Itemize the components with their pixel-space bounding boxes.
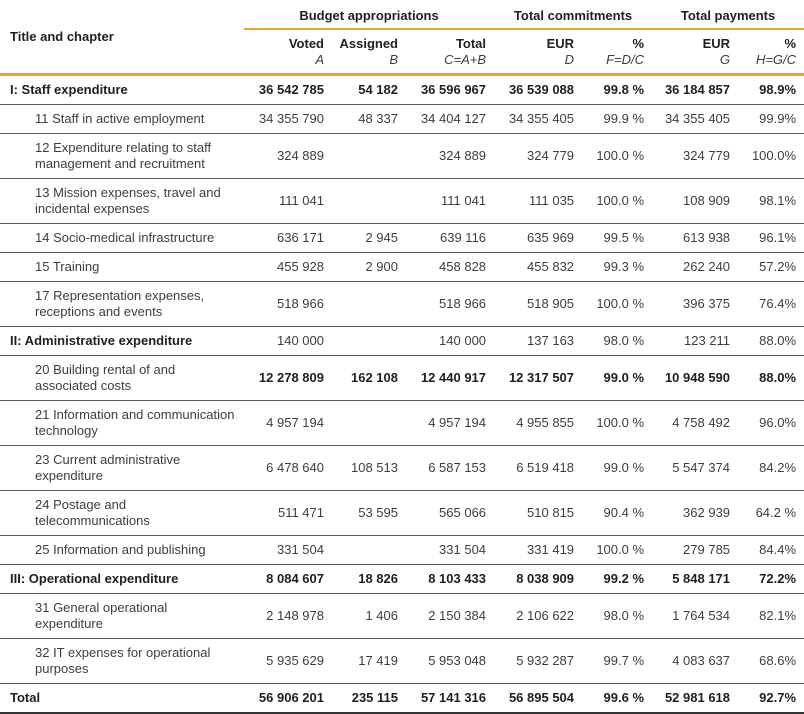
cell-commit-pct: 99.9 % bbox=[582, 105, 652, 134]
cell-commit-eur: 635 969 bbox=[494, 224, 582, 253]
row-label: III: Operational expenditure bbox=[0, 565, 244, 594]
cell-assigned bbox=[332, 282, 406, 327]
cell-total: 518 966 bbox=[406, 282, 494, 327]
row-label: 11 Staff in active employment bbox=[0, 105, 244, 134]
formula-a: A bbox=[244, 52, 332, 75]
cell-assigned bbox=[332, 327, 406, 356]
cell-total: 36 596 967 bbox=[406, 75, 494, 105]
cell-commit-eur: 56 895 504 bbox=[494, 684, 582, 714]
row-label: 23 Current administrative expenditure bbox=[0, 446, 244, 491]
cell-assigned bbox=[332, 536, 406, 565]
cell-assigned: 2 900 bbox=[332, 253, 406, 282]
cell-total: 458 828 bbox=[406, 253, 494, 282]
cell-pay-eur: 34 355 405 bbox=[652, 105, 738, 134]
cell-pay-pct: 84.2% bbox=[738, 446, 804, 491]
cell-commit-pct: 99.8 % bbox=[582, 75, 652, 105]
cell-pay-pct: 98.9% bbox=[738, 75, 804, 105]
cell-commit-pct: 99.2 % bbox=[582, 565, 652, 594]
col-commit-eur: EUR bbox=[546, 36, 575, 51]
table-row bbox=[0, 446, 804, 491]
cell-pay-pct: 88.0% bbox=[738, 356, 804, 401]
col-pay-pct: % bbox=[784, 36, 797, 51]
cell-pay-eur: 262 240 bbox=[652, 253, 738, 282]
cell-pay-eur: 396 375 bbox=[652, 282, 738, 327]
cell-voted: 455 928 bbox=[244, 253, 332, 282]
cell-total: 639 116 bbox=[406, 224, 494, 253]
cell-voted: 56 906 201 bbox=[244, 684, 332, 714]
cell-assigned: 108 513 bbox=[332, 446, 406, 491]
row-label: 31 General operational expenditure bbox=[0, 594, 244, 639]
cell-total: 12 440 917 bbox=[406, 356, 494, 401]
cell-commit-eur: 6 519 418 bbox=[494, 446, 582, 491]
cell-pay-eur: 123 211 bbox=[652, 327, 738, 356]
row-label: 20 Building rental of and associated costs bbox=[0, 356, 244, 401]
table-row bbox=[0, 224, 804, 253]
cell-commit-pct: 99.0 % bbox=[582, 446, 652, 491]
cell-total: 34 404 127 bbox=[406, 105, 494, 134]
cell-total: 331 504 bbox=[406, 536, 494, 565]
table-row bbox=[0, 327, 804, 356]
cell-pay-eur: 4 758 492 bbox=[652, 401, 738, 446]
table-row bbox=[0, 401, 804, 446]
cell-assigned: 162 108 bbox=[332, 356, 406, 401]
table-row bbox=[0, 253, 804, 282]
cell-commit-eur: 5 932 287 bbox=[494, 639, 582, 684]
cell-commit-eur: 324 779 bbox=[494, 134, 582, 179]
cell-commit-pct: 100.0 % bbox=[582, 134, 652, 179]
cell-pay-pct: 88.0% bbox=[738, 327, 804, 356]
cell-pay-pct: 64.2 % bbox=[738, 491, 804, 536]
table-row bbox=[0, 565, 804, 594]
cell-total: 6 587 153 bbox=[406, 446, 494, 491]
cell-commit-pct: 99.5 % bbox=[582, 224, 652, 253]
cell-pay-eur: 36 184 857 bbox=[652, 75, 738, 105]
cell-voted: 36 542 785 bbox=[244, 75, 332, 105]
cell-pay-pct: 96.0% bbox=[738, 401, 804, 446]
cell-voted: 518 966 bbox=[244, 282, 332, 327]
cell-pay-eur: 613 938 bbox=[652, 224, 738, 253]
cell-voted: 636 171 bbox=[244, 224, 332, 253]
formula-h: H=G/C bbox=[738, 52, 804, 75]
table-row bbox=[0, 639, 804, 684]
row-label: 14 Socio-medical infrastructure bbox=[0, 224, 244, 253]
cell-pay-pct: 99.9% bbox=[738, 105, 804, 134]
cell-voted: 140 000 bbox=[244, 327, 332, 356]
table-row bbox=[0, 594, 804, 639]
cell-commit-pct: 99.7 % bbox=[582, 639, 652, 684]
cell-voted: 5 935 629 bbox=[244, 639, 332, 684]
cell-voted: 34 355 790 bbox=[244, 105, 332, 134]
cell-commit-eur: 111 035 bbox=[494, 179, 582, 224]
cell-assigned bbox=[332, 134, 406, 179]
cell-commit-pct: 100.0 % bbox=[582, 536, 652, 565]
group-budget-appropriations: Budget appropriations bbox=[244, 0, 494, 29]
cell-assigned: 17 419 bbox=[332, 639, 406, 684]
cell-assigned: 53 595 bbox=[332, 491, 406, 536]
cell-commit-eur: 4 955 855 bbox=[494, 401, 582, 446]
cell-total: 565 066 bbox=[406, 491, 494, 536]
table-row bbox=[0, 179, 804, 224]
table-header bbox=[0, 0, 804, 75]
cell-pay-pct: 96.1% bbox=[738, 224, 804, 253]
col-commit-pct: % bbox=[632, 36, 645, 51]
formula-d: D bbox=[494, 52, 582, 75]
cell-commit-eur: 455 832 bbox=[494, 253, 582, 282]
cell-commit-pct: 99.3 % bbox=[582, 253, 652, 282]
table-row bbox=[0, 536, 804, 565]
cell-pay-eur: 5 547 374 bbox=[652, 446, 738, 491]
cell-voted: 6 478 640 bbox=[244, 446, 332, 491]
row-label: 13 Mission expenses, travel and incidental expenses bbox=[0, 179, 244, 224]
row-label: 15 Training bbox=[0, 253, 244, 282]
cell-pay-eur: 279 785 bbox=[652, 536, 738, 565]
cell-commit-pct: 90.4 % bbox=[582, 491, 652, 536]
cell-voted: 2 148 978 bbox=[244, 594, 332, 639]
cell-commit-eur: 8 038 909 bbox=[494, 565, 582, 594]
cell-total: 5 953 048 bbox=[406, 639, 494, 684]
table-body bbox=[0, 75, 804, 714]
table-row bbox=[0, 491, 804, 536]
group-total-payments: Total payments bbox=[652, 0, 804, 29]
cell-voted: 511 471 bbox=[244, 491, 332, 536]
cell-pay-eur: 108 909 bbox=[652, 179, 738, 224]
cell-total: 111 041 bbox=[406, 179, 494, 224]
cell-pay-pct: 76.4% bbox=[738, 282, 804, 327]
table-row bbox=[0, 134, 804, 179]
cell-pay-pct: 92.7% bbox=[738, 684, 804, 714]
cell-total: 4 957 194 bbox=[406, 401, 494, 446]
cell-voted: 111 041 bbox=[244, 179, 332, 224]
group-header-row bbox=[0, 0, 804, 29]
cell-voted: 4 957 194 bbox=[244, 401, 332, 446]
col-assigned: Assigned bbox=[339, 36, 398, 51]
cell-pay-pct: 72.2% bbox=[738, 565, 804, 594]
title-and-chapter-header: Title and chapter bbox=[0, 0, 244, 75]
cell-assigned: 48 337 bbox=[332, 105, 406, 134]
table-row bbox=[0, 282, 804, 327]
cell-total: 324 889 bbox=[406, 134, 494, 179]
cell-pay-eur: 10 948 590 bbox=[652, 356, 738, 401]
cell-assigned: 2 945 bbox=[332, 224, 406, 253]
cell-pay-eur: 362 939 bbox=[652, 491, 738, 536]
cell-pay-pct: 84.4% bbox=[738, 536, 804, 565]
row-label: I: Staff expenditure bbox=[0, 75, 244, 105]
col-pay-eur: EUR bbox=[702, 36, 731, 51]
cell-commit-pct: 98.0 % bbox=[582, 327, 652, 356]
row-label: 25 Information and publishing bbox=[0, 536, 244, 565]
row-label: 21 Information and communication technology bbox=[0, 401, 244, 446]
cell-pay-pct: 68.6% bbox=[738, 639, 804, 684]
row-label: Total bbox=[0, 684, 244, 714]
cell-commit-pct: 99.0 % bbox=[582, 356, 652, 401]
row-label: 24 Postage and telecommunications bbox=[0, 491, 244, 536]
cell-pay-eur: 5 848 171 bbox=[652, 565, 738, 594]
cell-commit-eur: 518 905 bbox=[494, 282, 582, 327]
cell-assigned bbox=[332, 401, 406, 446]
table-row bbox=[0, 356, 804, 401]
cell-assigned: 1 406 bbox=[332, 594, 406, 639]
cell-commit-pct: 100.0 % bbox=[582, 401, 652, 446]
cell-assigned: 54 182 bbox=[332, 75, 406, 105]
cell-commit-pct: 100.0 % bbox=[582, 282, 652, 327]
formula-b: B bbox=[332, 52, 406, 75]
row-label: 32 IT expenses for operational purposes bbox=[0, 639, 244, 684]
cell-pay-pct: 57.2% bbox=[738, 253, 804, 282]
formula-c: C=A+B bbox=[406, 52, 494, 75]
cell-assigned: 235 115 bbox=[332, 684, 406, 714]
cell-commit-eur: 12 317 507 bbox=[494, 356, 582, 401]
cell-commit-eur: 331 419 bbox=[494, 536, 582, 565]
cell-commit-pct: 98.0 % bbox=[582, 594, 652, 639]
formula-f: F=D/C bbox=[582, 52, 652, 75]
cell-pay-eur: 324 779 bbox=[652, 134, 738, 179]
cell-total: 140 000 bbox=[406, 327, 494, 356]
cell-commit-eur: 2 106 622 bbox=[494, 594, 582, 639]
cell-pay-pct: 82.1% bbox=[738, 594, 804, 639]
cell-voted: 324 889 bbox=[244, 134, 332, 179]
cell-commit-pct: 99.6 % bbox=[582, 684, 652, 714]
group-total-commitments: Total commitments bbox=[494, 0, 652, 29]
cell-assigned bbox=[332, 179, 406, 224]
cell-voted: 331 504 bbox=[244, 536, 332, 565]
cell-pay-pct: 100.0% bbox=[738, 134, 804, 179]
col-total: Total bbox=[455, 36, 487, 51]
table-row bbox=[0, 75, 804, 105]
cell-pay-pct: 98.1% bbox=[738, 179, 804, 224]
cell-commit-eur: 36 539 088 bbox=[494, 75, 582, 105]
cell-commit-eur: 510 815 bbox=[494, 491, 582, 536]
row-label: 17 Representation expenses, receptions and events bbox=[0, 282, 244, 327]
cell-pay-eur: 4 083 637 bbox=[652, 639, 738, 684]
table-row bbox=[0, 105, 804, 134]
row-label: II: Administrative expenditure bbox=[0, 327, 244, 356]
table-row bbox=[0, 684, 804, 714]
col-voted: Voted bbox=[288, 36, 324, 51]
row-label: 12 Expenditure relating to staff management and recruitment bbox=[0, 134, 244, 179]
cell-commit-pct: 100.0 % bbox=[582, 179, 652, 224]
cell-commit-eur: 34 355 405 bbox=[494, 105, 582, 134]
cell-total: 2 150 384 bbox=[406, 594, 494, 639]
formula-g: G bbox=[652, 52, 738, 75]
cell-commit-eur: 137 163 bbox=[494, 327, 582, 356]
cell-pay-eur: 52 981 618 bbox=[652, 684, 738, 714]
cell-total: 8 103 433 bbox=[406, 565, 494, 594]
cell-assigned: 18 826 bbox=[332, 565, 406, 594]
cell-voted: 8 084 607 bbox=[244, 565, 332, 594]
cell-pay-eur: 1 764 534 bbox=[652, 594, 738, 639]
cell-total: 57 141 316 bbox=[406, 684, 494, 714]
cell-voted: 12 278 809 bbox=[244, 356, 332, 401]
